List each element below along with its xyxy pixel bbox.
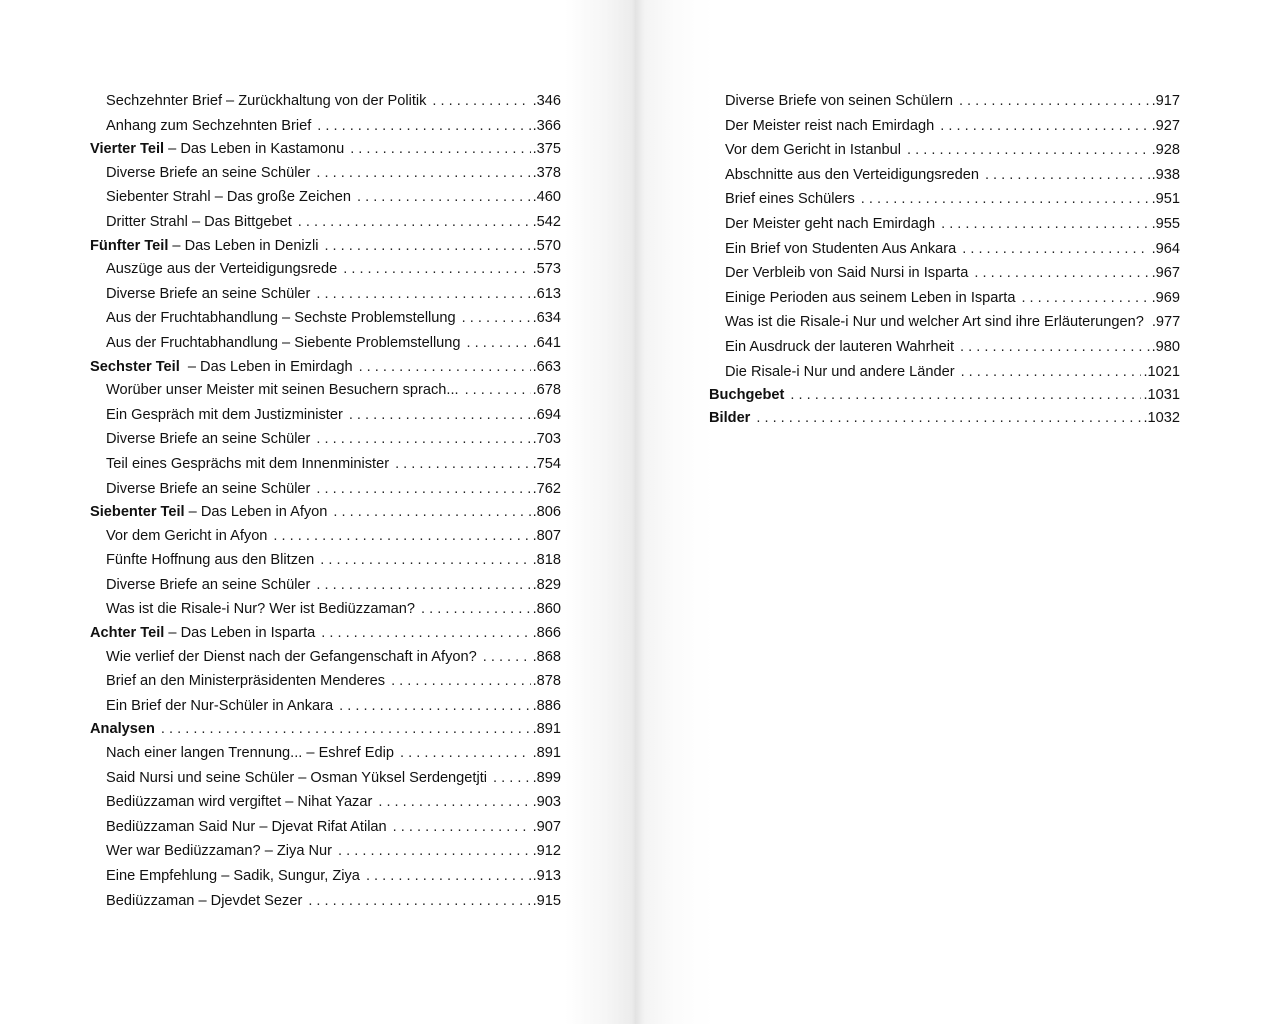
toc-entry-title: Einige Perioden aus seinem Leben in Isparta xyxy=(725,289,1016,306)
toc-page-number: .967 xyxy=(1151,265,1180,282)
toc-entry-title xyxy=(709,384,784,407)
dot-leader xyxy=(308,889,530,914)
toc-entry xyxy=(90,669,561,694)
dot-leader xyxy=(316,161,530,186)
toc-page-number: .634 xyxy=(532,310,561,327)
toc-page-number: .694 xyxy=(532,406,561,423)
toc-part-entry xyxy=(90,235,561,258)
toc-page-number: .927 xyxy=(1151,117,1180,134)
dot-leader xyxy=(393,815,531,840)
toc-entry-title: Abschnitte aus den Verteidigungsreden xyxy=(725,166,979,183)
toc-entry-title: Diverse Briefe an seine Schüler xyxy=(106,576,311,593)
dot-leader xyxy=(790,384,1141,407)
toc-entry xyxy=(90,815,561,840)
toc-part-entry xyxy=(90,718,561,741)
toc-entry-title: Die Risale-i Nur und andere Länder xyxy=(725,363,955,380)
dot-leader xyxy=(316,427,530,452)
toc-page-number: .613 xyxy=(532,285,561,302)
dot-leader xyxy=(400,741,531,766)
dot-leader xyxy=(378,790,530,815)
toc-entry-title: Der Meister geht nach Emirdagh xyxy=(725,215,936,232)
toc-page-number: .375 xyxy=(532,141,561,158)
toc-entry-title: Aus der Fruchtabhandlung – Sechste Problemstellung xyxy=(106,310,456,327)
toc-page-number: .891 xyxy=(532,721,561,738)
toc-part-subtitle: – Das Leben in Afyon xyxy=(184,504,328,521)
toc-page-number: .886 xyxy=(532,697,561,714)
toc-entry-title xyxy=(90,235,318,258)
toc-page-number: .980 xyxy=(1151,338,1180,355)
toc-part-label: Buchgebet xyxy=(709,387,785,404)
toc-part-label: Vierter Teil xyxy=(90,141,165,158)
toc-entry-title: Sechzehnter Brief – Zurückhaltung von der Politik xyxy=(106,93,427,109)
toc-list-right xyxy=(709,89,1180,429)
dot-leader xyxy=(959,89,1150,114)
toc-entry-title: Ein Gespräch mit dem Justizminister xyxy=(106,406,343,423)
toc-entry-title: Worüber unser Meister mit seinen Besuchern sprach... xyxy=(106,382,459,399)
dot-leader xyxy=(941,212,1150,237)
toc-page-number: .806 xyxy=(532,504,561,521)
toc-page-number: .860 xyxy=(532,601,561,618)
dot-leader xyxy=(316,282,530,307)
dot-leader xyxy=(985,163,1150,188)
toc-page-number: .762 xyxy=(532,480,561,497)
right-page xyxy=(635,0,1270,1024)
toc-entry-title: Diverse Briefe an seine Schüler xyxy=(106,285,311,302)
dot-leader xyxy=(421,597,531,622)
toc-page-number: .678 xyxy=(532,382,561,399)
dot-leader xyxy=(907,138,1150,163)
toc-part-subtitle: – Das Leben in Denizli xyxy=(168,237,319,254)
toc-page-number: .1031 xyxy=(1143,387,1180,404)
toc-entry-title: Bediüzzaman Said Nur – Djevat Rifat Atilan xyxy=(106,818,387,835)
dot-leader xyxy=(483,645,531,670)
dot-leader xyxy=(343,257,530,282)
toc-entry xyxy=(90,282,561,307)
toc-page-number: .703 xyxy=(532,431,561,448)
dot-leader xyxy=(467,331,531,356)
toc-entry xyxy=(90,645,561,670)
toc-part-label: Achter Teil xyxy=(90,625,165,642)
toc-entry-title xyxy=(90,138,344,161)
toc-entry-title xyxy=(90,622,315,645)
dot-leader xyxy=(357,185,531,210)
toc-entry-title: Vor dem Gericht in Afyon xyxy=(106,527,268,544)
toc-list-left xyxy=(90,89,561,913)
toc-entry-title: Brief eines Schülers xyxy=(725,191,855,208)
toc-entry xyxy=(709,114,1180,139)
toc-page-number: .1032 xyxy=(1143,409,1180,426)
dot-leader xyxy=(324,235,530,258)
toc-page-number: .542 xyxy=(532,213,561,230)
toc-part-label: Siebenter Teil xyxy=(90,504,185,521)
toc-page-number: .754 xyxy=(532,455,561,472)
dot-leader xyxy=(961,360,1142,385)
toc-page-number: .878 xyxy=(532,673,561,690)
toc-page-number: .977 xyxy=(1151,314,1181,331)
toc-page-number: .912 xyxy=(532,843,561,860)
toc-entry xyxy=(90,403,561,428)
toc-entry-title: Ein Ausdruck der lauteren Wahrheit xyxy=(725,338,955,355)
toc-entry-title: Ein Brief von Studenten Aus Ankara xyxy=(725,240,957,257)
toc-entry xyxy=(90,548,561,573)
toc-part-entry xyxy=(90,138,561,161)
toc-entry xyxy=(90,790,561,815)
toc-entry-title: Was ist die Risale-i Nur? Wer ist Bediüzzaman? xyxy=(106,601,416,618)
toc-page-number: .818 xyxy=(532,552,561,569)
toc-page-number: .866 xyxy=(532,625,561,642)
toc-part-entry xyxy=(90,622,561,645)
toc-entry-title: Eine Empfehlung – Sadik, Sungur, Ziya xyxy=(106,868,360,884)
dot-leader xyxy=(349,403,531,428)
dot-leader xyxy=(317,114,530,139)
toc-entry-title: Ein Brief der Nur-Schüler in Ankara xyxy=(106,697,334,714)
toc-page-number: .913 xyxy=(532,868,561,884)
dot-leader xyxy=(273,524,530,549)
dot-leader xyxy=(298,210,531,235)
toc-entry xyxy=(90,477,561,502)
toc-page-number: .907 xyxy=(532,818,561,835)
dot-leader xyxy=(462,306,531,331)
toc-page-number: .460 xyxy=(532,189,561,206)
toc-part-subtitle: – Das Leben in Isparta xyxy=(164,625,316,642)
dot-leader xyxy=(974,261,1149,286)
toc-entry xyxy=(90,839,561,864)
toc-page-number: .346 xyxy=(532,93,561,109)
toc-entry xyxy=(90,427,561,452)
toc-entry-title: Was ist die Risale-i Nur und welcher Art sind ihre Erläuterungen? xyxy=(725,314,1144,331)
toc-part-entry xyxy=(90,356,561,379)
toc-page-number: .928 xyxy=(1151,142,1180,159)
toc-part-entry xyxy=(709,384,1180,407)
dot-leader xyxy=(395,452,531,477)
dot-leader xyxy=(465,378,531,403)
dot-leader xyxy=(161,718,531,741)
dot-leader xyxy=(339,694,530,719)
dot-leader xyxy=(350,138,530,161)
toc-entry-title xyxy=(90,356,353,379)
toc-entry-title xyxy=(709,407,750,430)
toc-entry-title: Auszüge aus der Verteidigungsrede xyxy=(106,261,338,278)
toc-entry xyxy=(90,257,561,282)
toc-part-subtitle: – Das Leben in Kastamonu xyxy=(164,141,345,158)
toc-entry-title xyxy=(90,718,155,741)
dot-leader xyxy=(359,356,531,379)
dot-leader xyxy=(320,548,530,573)
toc-part-label: Bilder xyxy=(709,409,751,426)
dot-leader xyxy=(960,335,1150,360)
dot-leader xyxy=(756,407,1141,430)
toc-entry-title: Der Verbleib von Said Nursi in Isparta xyxy=(725,265,969,282)
toc-page-number: .573 xyxy=(532,261,561,278)
dot-leader xyxy=(861,187,1150,212)
toc-entry xyxy=(709,360,1180,385)
toc-entry xyxy=(709,310,1180,335)
toc-entry-title: Wer war Bediüzzaman? – Ziya Nur xyxy=(106,843,333,860)
toc-entry xyxy=(90,89,561,114)
toc-entry-title: Aus der Fruchtabhandlung – Siebente Problemstellung xyxy=(106,334,461,351)
toc-page-number: .641 xyxy=(532,334,561,351)
toc-entry xyxy=(90,597,561,622)
toc-part-label: Fünfter Teil xyxy=(90,237,169,254)
toc-page-number: .570 xyxy=(532,237,561,254)
toc-entry xyxy=(709,163,1180,188)
toc-page-number: .868 xyxy=(532,648,561,665)
toc-entry xyxy=(709,138,1180,163)
toc-entry-title: Brief an den Ministerpräsidenten Menderes xyxy=(106,673,386,690)
toc-page-number: .964 xyxy=(1151,240,1180,257)
toc-page-number: .955 xyxy=(1151,215,1180,232)
toc-entry xyxy=(90,114,561,139)
toc-entry-title: Said Nursi und seine Schüler – Osman Yüksel Serdengetjti xyxy=(106,769,487,786)
toc-entry xyxy=(709,89,1180,114)
toc-part-entry xyxy=(90,501,561,524)
toc-entry-title: Der Meister reist nach Emirdagh xyxy=(725,117,935,134)
toc-part-label: Analysen xyxy=(90,721,155,738)
toc-entry xyxy=(90,741,561,766)
toc-entry-title: Diverse Briefe an seine Schüler xyxy=(106,480,311,497)
toc-entry xyxy=(90,766,561,791)
toc-page-number: .969 xyxy=(1151,289,1180,306)
toc-page-number: .917 xyxy=(1151,93,1180,109)
toc-entry-title: Bediüzzaman – Djevdet Sezer xyxy=(106,892,303,909)
toc-entry xyxy=(709,261,1180,286)
toc-entry xyxy=(90,452,561,477)
toc-page-number: .1021 xyxy=(1143,363,1180,380)
toc-page-number: .938 xyxy=(1151,166,1180,183)
toc-page-number: .891 xyxy=(532,745,561,762)
toc-entry xyxy=(90,161,561,186)
dot-leader xyxy=(316,573,530,598)
toc-entry xyxy=(90,210,561,235)
dot-leader xyxy=(940,114,1149,139)
toc-entry xyxy=(709,212,1180,237)
dot-leader xyxy=(338,839,531,864)
toc-entry xyxy=(90,864,561,889)
toc-entry-title: Diverse Briefe von seinen Schülern xyxy=(725,93,953,109)
toc-part-label: Sechster Teil xyxy=(90,358,180,375)
toc-entry xyxy=(90,378,561,403)
toc-entry xyxy=(90,694,561,719)
toc-entry xyxy=(709,187,1180,212)
toc-entry xyxy=(709,286,1180,311)
toc-page-number: .915 xyxy=(532,892,561,909)
toc-entry-title: Anhang zum Sechzehnten Brief xyxy=(106,117,312,134)
toc-entry xyxy=(709,237,1180,262)
toc-entry xyxy=(90,306,561,331)
toc-entry-title: Nach einer langen Trennung... – Eshref Edip xyxy=(106,745,395,762)
toc-page-number: .899 xyxy=(532,769,561,786)
toc-page-number: .903 xyxy=(532,794,561,811)
dot-leader xyxy=(493,766,531,791)
toc-entry-title: Vor dem Gericht in Istanbul xyxy=(725,142,902,159)
toc-entry-title xyxy=(90,501,327,524)
toc-entry-title: Diverse Briefe an seine Schüler xyxy=(106,164,311,181)
toc-entry-title: Bediüzzaman wird vergiftet – Nihat Yazar xyxy=(106,794,373,811)
toc-part-subtitle: – Das Leben in Emirdagh xyxy=(179,358,353,375)
dot-leader xyxy=(962,237,1149,262)
toc-entry-title: Siebenter Strahl – Das große Zeichen xyxy=(106,189,351,206)
toc-entry-title: Dritter Strahl – Das Bittgebet xyxy=(106,213,292,230)
toc-entry xyxy=(90,185,561,210)
toc-entry xyxy=(90,889,561,914)
dot-leader xyxy=(1021,286,1149,311)
dot-leader xyxy=(432,89,530,114)
dot-leader xyxy=(366,864,531,889)
dot-leader xyxy=(391,669,531,694)
toc-entry-title: Fünfte Hoffnung aus den Blitzen xyxy=(106,552,315,569)
toc-entry-title: Wie verlief der Dienst nach der Gefangenschaft in Afyon? xyxy=(106,648,477,665)
toc-entry xyxy=(90,524,561,549)
toc-entry-title: Teil eines Gesprächs mit dem Innenminister xyxy=(106,455,390,472)
toc-page-number: .663 xyxy=(532,358,561,375)
toc-page-number: .951 xyxy=(1151,191,1180,208)
toc-entry xyxy=(90,573,561,598)
toc-page-number: .366 xyxy=(532,117,561,134)
toc-part-entry xyxy=(709,407,1180,430)
toc-entry-title: Diverse Briefe an seine Schüler xyxy=(106,431,311,448)
dot-leader xyxy=(316,477,530,502)
dot-leader xyxy=(333,501,530,524)
toc-page-number: .378 xyxy=(532,164,561,181)
toc-entry xyxy=(90,331,561,356)
dot-leader xyxy=(321,622,530,645)
toc-page-number: .829 xyxy=(532,576,561,593)
toc-entry xyxy=(709,335,1180,360)
toc-page-number: .807 xyxy=(532,527,561,544)
